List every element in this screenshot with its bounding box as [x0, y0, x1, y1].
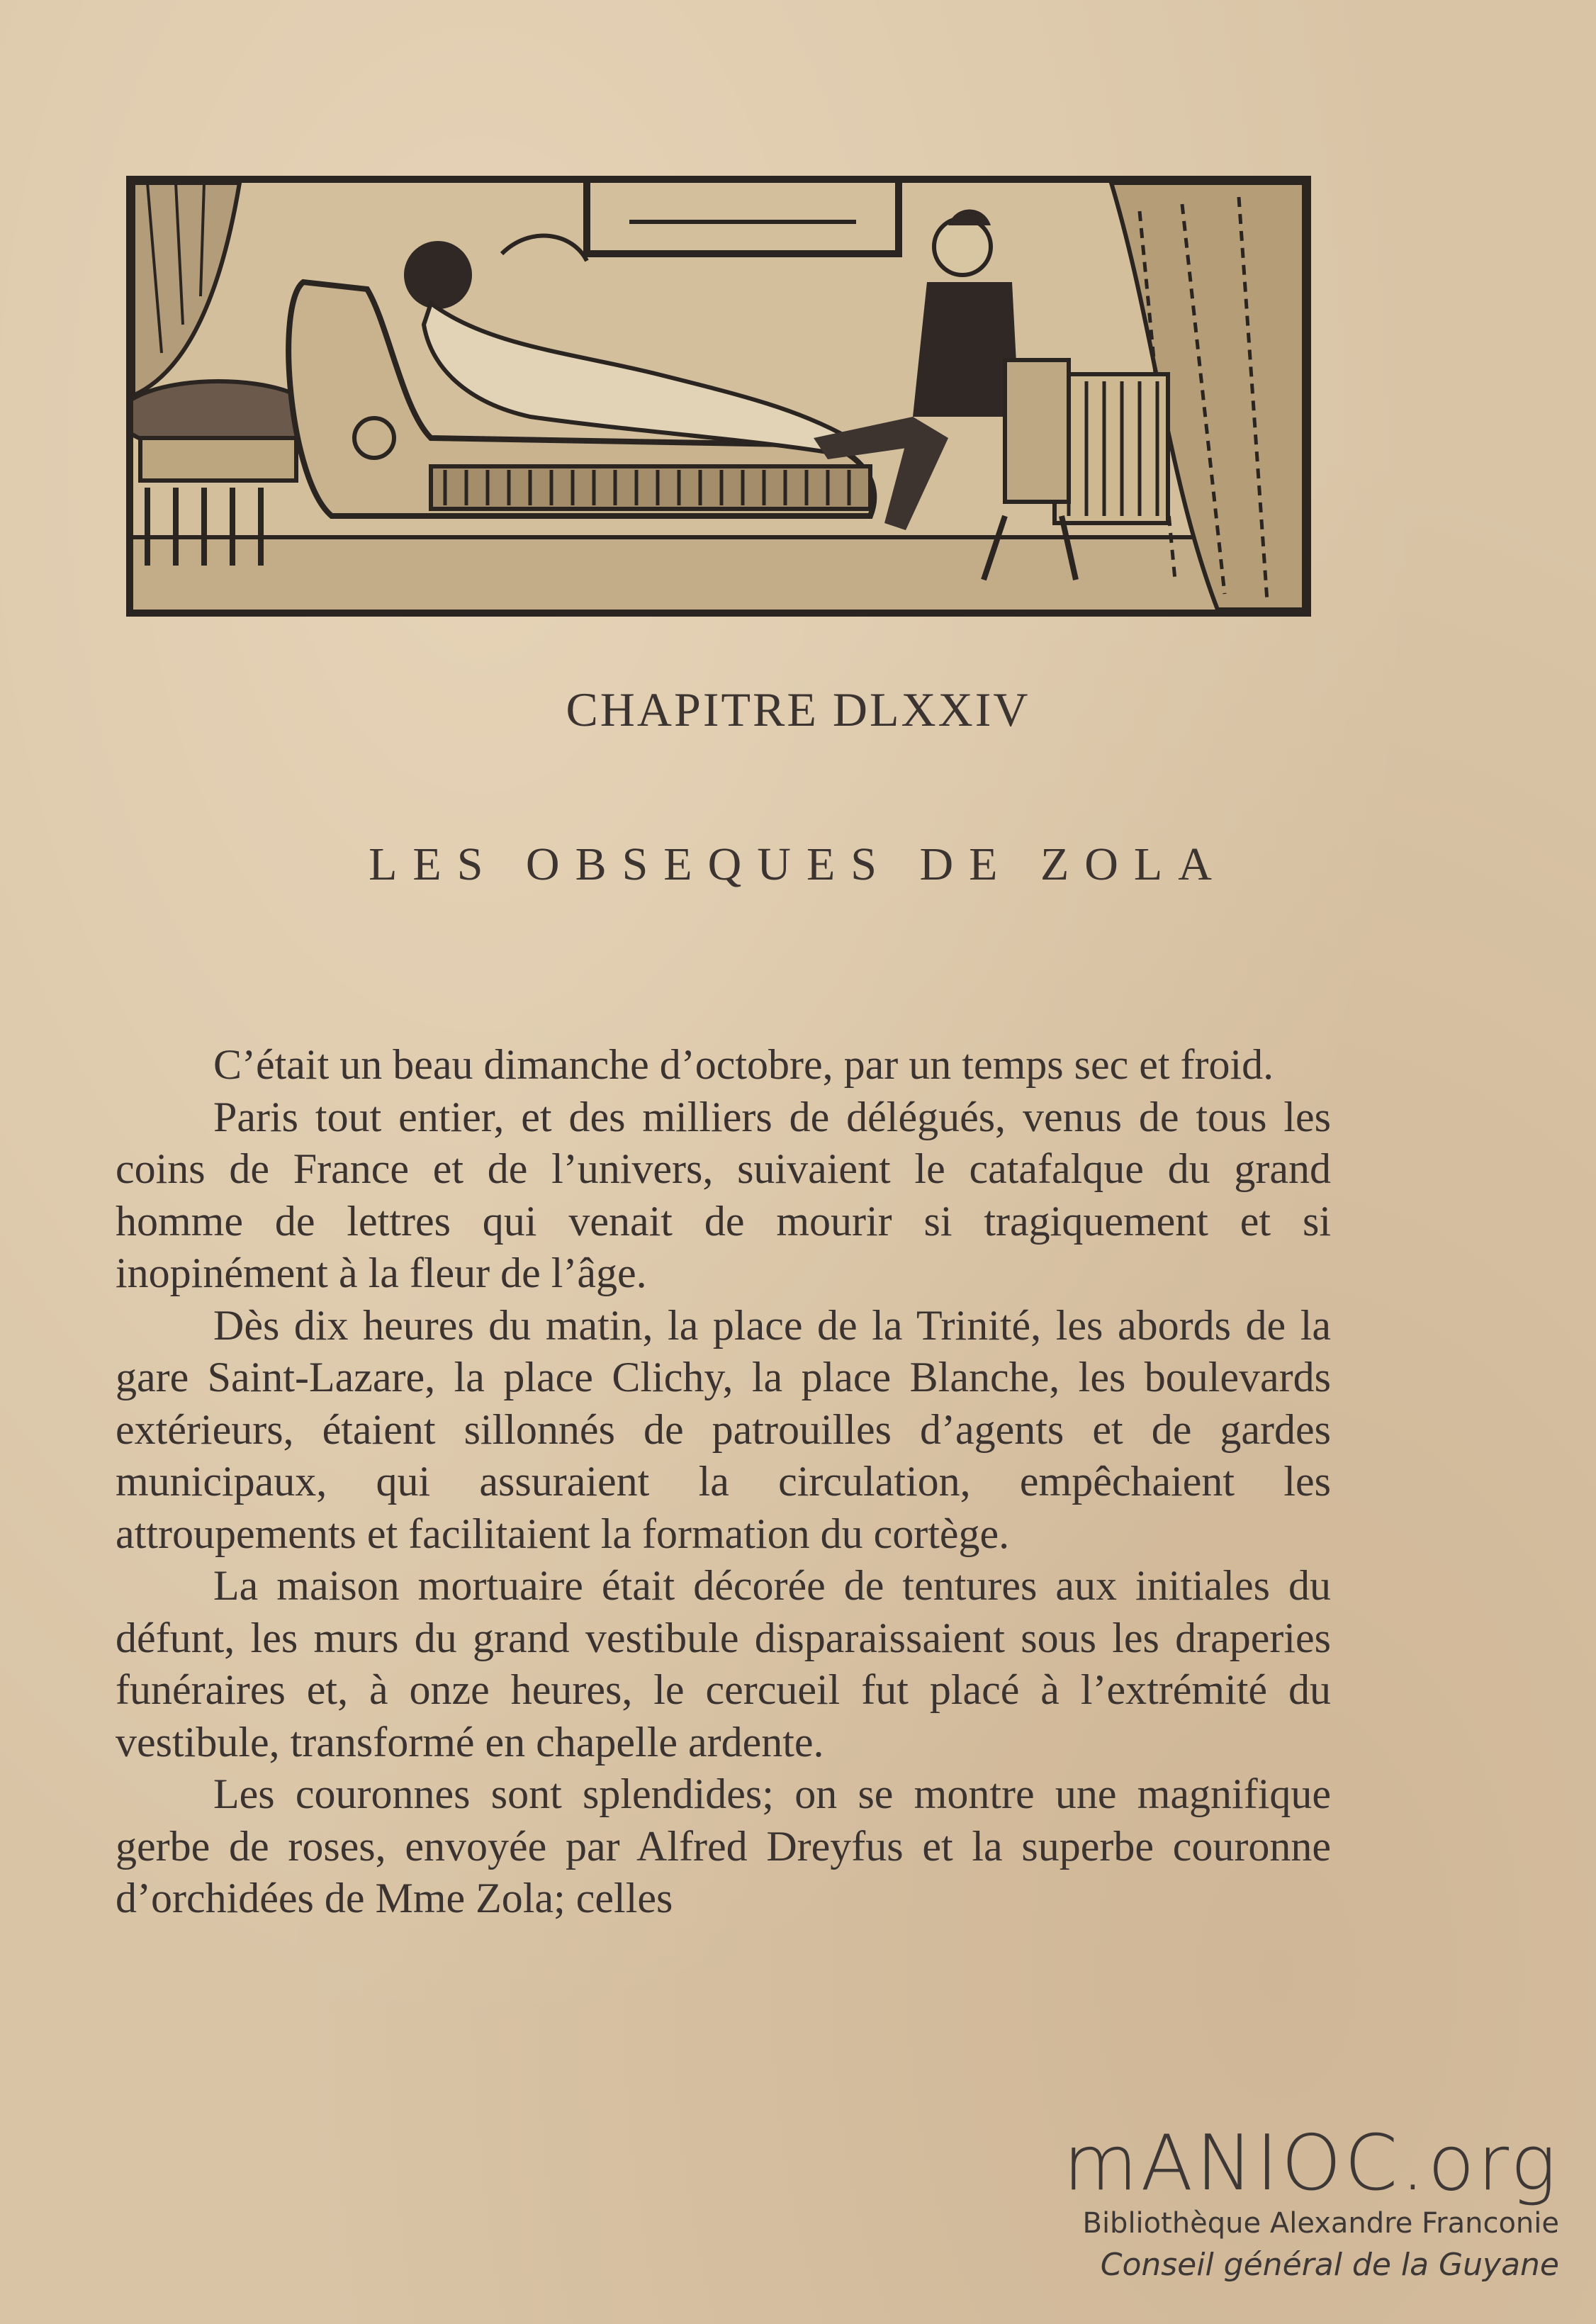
paragraph: Les couronnes sont splendides; on se montre une magnifique gerbe de roses, envoyée par Alfred Dreyfus et la superbe couronne d’orchidées de Mme Zola; celles — [116, 1770, 1331, 1921]
paragraph: Dès dix heures du matin, la place de la Trinité, les abords de la gare Saint-Lazare, la place Clichy, la place Blanche, les boulevards extérieurs, étaient sillonnés de patrouilles d’agents et de gardes municipaux, qui assuraient la circulation, empêchaient les attroupements et facilitaient la formation du cortège. — [116, 1301, 1331, 1557]
body-text — [116, 1039, 1331, 1925]
library-name: Bibliothèque Alexandre Franconie — [1082, 2207, 1559, 2240]
manioc-logo: mANIOC.org — [1063, 2119, 1559, 2208]
paragraph: C’était un beau dimanche d’octobre, par un temps sec et froid. — [213, 1041, 1274, 1088]
council-name: Conseil général de la Guyane — [1100, 2247, 1559, 2283]
engraving-salon-scene-icon — [126, 176, 1311, 617]
paragraph: La maison mortuaire était décorée de tentures aux initiales du défunt, les murs du grand vestibule disparaissaient sous les draperies funéraires et, à onze heures, le cercueil fut placé à l’extrémité du vestibule, transformé en chapelle ardente. — [116, 1562, 1331, 1766]
paragraph: Paris tout entier, et des milliers de délégués, venus de tous les coins de France et de l’univers, suivaient le catafalque du grand homme de lettres qui venait de mourir si tragiquement et si inopinément à la fleur de l’âge. — [116, 1093, 1331, 1296]
chapter-title: LES OBSEQUES DE ZOLA — [369, 838, 1227, 890]
chapter-heading: CHAPITRE DLXXIV — [566, 683, 1030, 736]
manioc-watermark — [1021, 2119, 1559, 2286]
